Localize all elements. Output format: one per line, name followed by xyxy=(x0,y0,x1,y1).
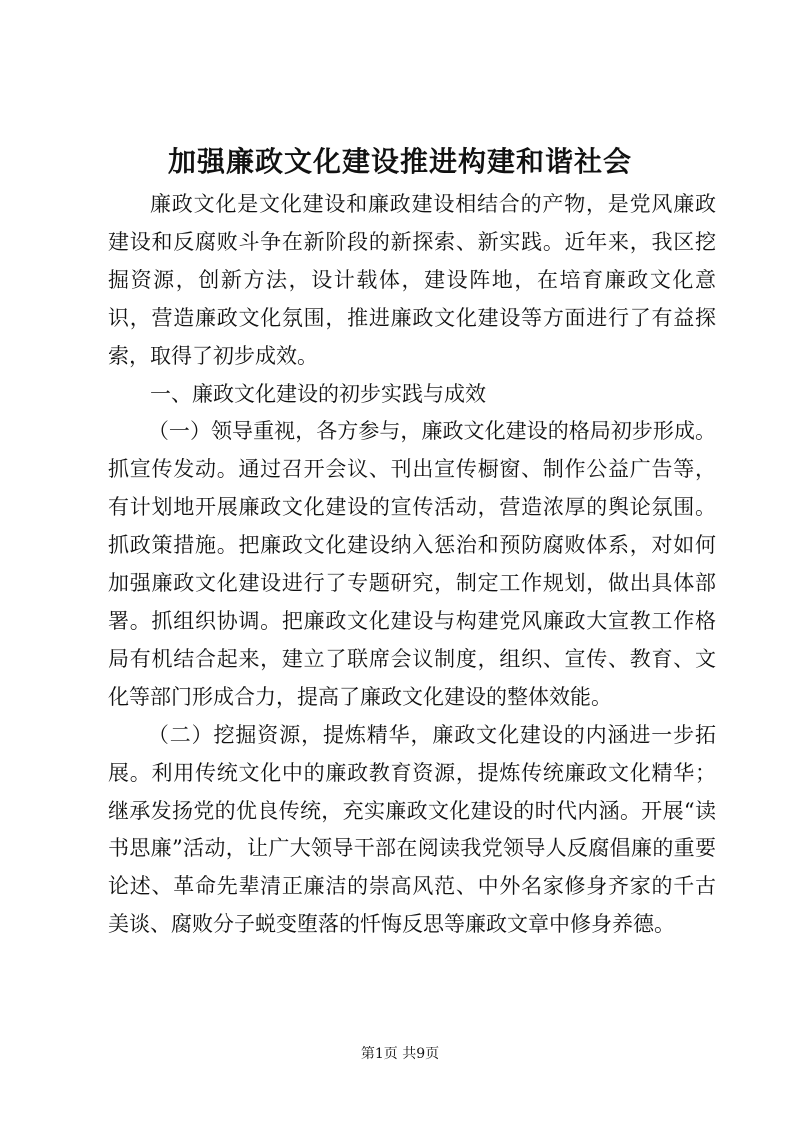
document-title: 加强廉政文化建设推进构建和谐社会 xyxy=(167,145,632,178)
paragraph-subsection-2: （二）挖掘资源，提炼精华，廉政文化建设的内涵进一步拓展。利用传统文化中的廉政教育资源，提炼传统廉政文化精华；继承发扬党的优良传统，充实廉政文化建设的时代内涵。开展“读书思廉”活动，让广大领导干部在阅读我党领导人反腐倡廉的重要论述、革命先辈清正廉洁的崇高风范、中外名家修身齐家的千古美谈、腐败分子蜕变堕落的忏悔反思等廉政文章中修身养德。 xyxy=(108,722,716,937)
page-footer: 第1页 共9页 xyxy=(360,1046,440,1062)
section-heading: 一、廉政文化建设的初步实践与成效 xyxy=(150,381,486,406)
paragraph-intro: 廉政文化是文化建设和廉政建设相结合的产物，是党风廉政建设和反腐败斗争在新阶段的新探索、新实践。近年来，我区挖掘资源，创新方法，设计载体，建设阵地，在培育廉政文化意识，营造廉政文化氛围，推进廉政文化建设等方面进行了有益探索，取得了初步成效。 xyxy=(108,192,716,368)
paragraph-subsection-1: （一）领导重视，各方参与，廉政文化建设的格局初步形成。抓宣传发动。通过召开会议、刊出宣传橱窗、制作公益广告等，有计划地开展廉政文化建设的宣传活动，营造浓厚的舆论氛围。抓政策措施。把廉政文化建设纳入惩治和预防腐败体系，对如何加强廉政文化建设进行了专题研究，制定工作规划，做出具体部署。抓组织协调。把廉政文化建设与构建党风廉政大宣教工作格局有机结合起来，建立了联席会议制度，组织、宣传、教育、文化等部门形成合力，提高了廉政文化建设的整体效能。 xyxy=(108,419,716,709)
document-body xyxy=(108,186,716,944)
